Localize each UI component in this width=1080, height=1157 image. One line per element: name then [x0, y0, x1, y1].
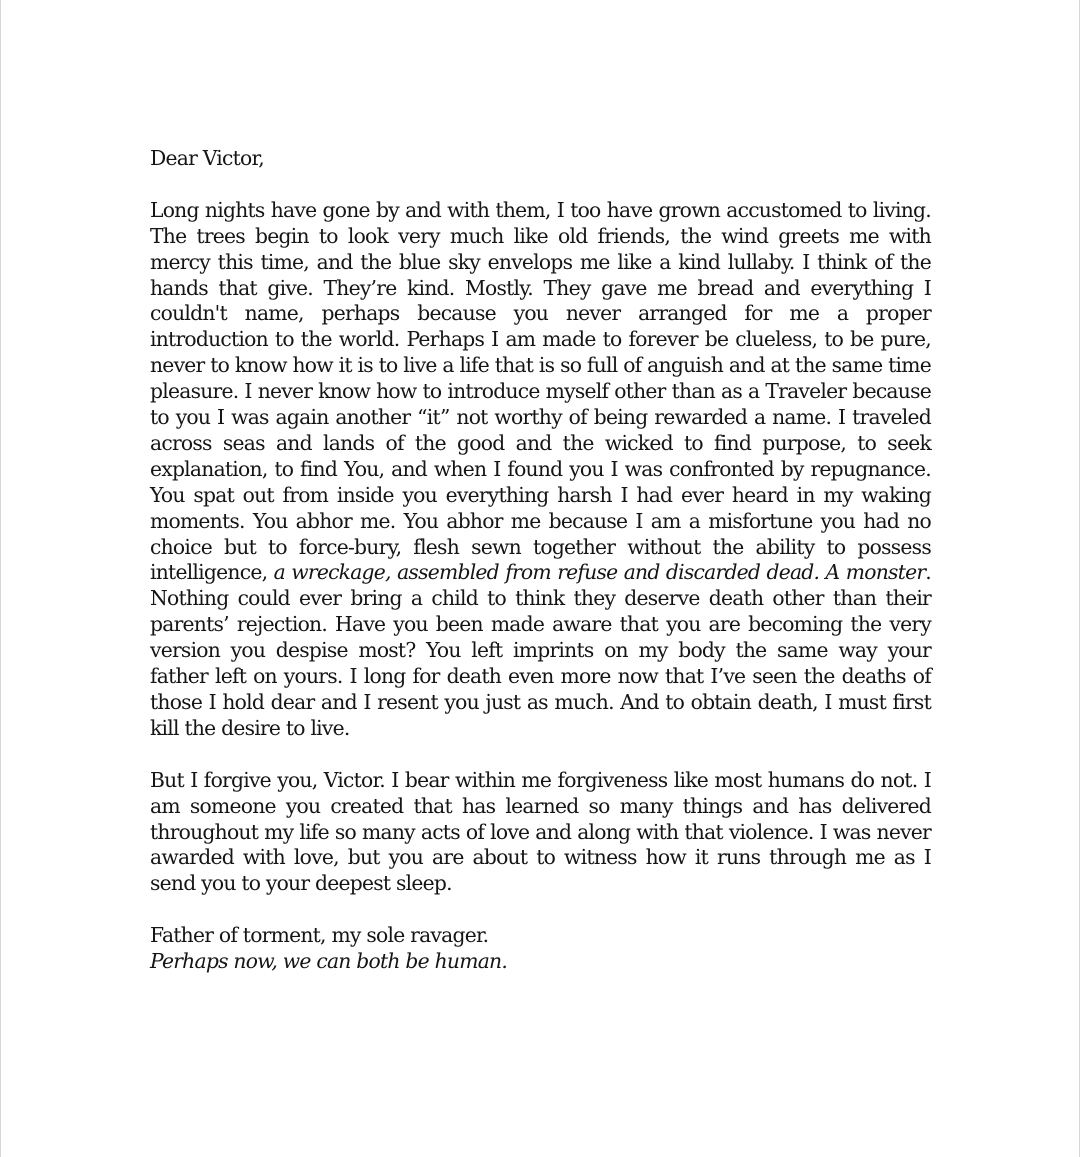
paragraph-1-text-b: . Nothing could ever bring a child to think they deserve death other than their parents’ rejection. Have you been made aware that you are becoming the very version you despise most? You left imprints on my body the same way your father left on yours. I long for death even more now that I’ve seen the deaths of those I hold dear and I resent you just as much. And to obtain death, I must first kill the desire to live. [150, 560, 931, 740]
paragraph-2: But I forgive you, Victor. I bear within me forgiveness like most humans do not. I am someone you created that has learned so many things and has delivered throughout my life so many acts of love and along with that violence. I was never awarded with love, but you are about to witness how it runs through me as I send you to your deepest sleep. [150, 767, 931, 896]
closing-line-1: Father of torment, my sole ravager. [150, 923, 489, 948]
paragraph-1-italic-phrase: a wreckage, assembled from refuse and discarded dead. A monster [273, 560, 926, 585]
paragraph-1 [150, 198, 931, 742]
salutation: Dear Victor, [150, 146, 264, 170]
letter-body [150, 146, 931, 975]
closing-line-2: Perhaps now, we can both be human. [150, 949, 508, 974]
paragraph-1-text-a: Long nights have gone by and with them, I too have grown accustomed to living. The trees begin to look very much like old friends, the wind greets me with mercy this time, and the blue sky envelops me like a kind lullaby. I think of the hands that give. They’re kind. Mostly. They gave me bread and everything I couldn't name, perhaps because you never arranged for me a proper introduction to the world. Perhaps I am made to forever be clueless, to be pure, never to know how it is to live a life that is so full of anguish and at the same time pleasure. I never know how to introduce myself other than as a Traveler because to you I was again another “it” not worthy of being rewarded a name. I traveled across seas and lands of the good and the wicked to find purpose, to seek explanation, to find You, and when I found you I was confronted by repugnance. You spat out from inside you everything harsh I had ever heard in my waking moments. You abhor me. You abhor me because I am a misfortune you had no choice but to force-bury, flesh sewn together without the ability to possess intelligence, [150, 197, 931, 585]
